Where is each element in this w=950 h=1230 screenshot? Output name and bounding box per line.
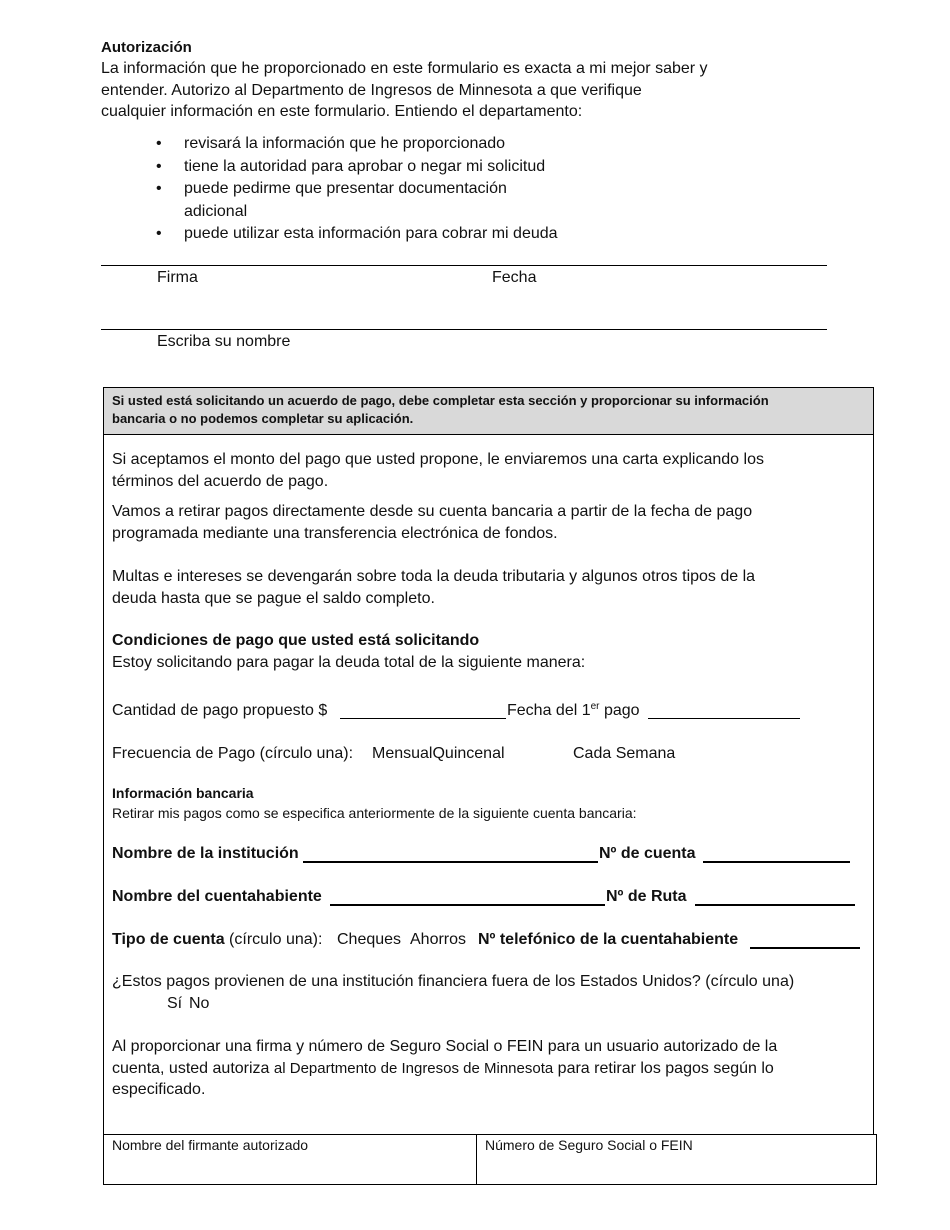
option-weekly[interactable]: Cada Semana [573,745,676,762]
signature-table [103,1134,877,1185]
text-line: Si aceptamos el monto del pago que usted propone, le enviaremos una carta explicando los [112,451,764,468]
name-line[interactable] [101,329,827,330]
fecha-label: Fecha [492,269,537,286]
auth-text-c: para retirar los pagos según lo [553,1059,774,1077]
first-payment-tail: pago [599,702,640,719]
header-line: bancaria o no podemos completar su aplicación. [112,411,414,426]
withdrawal-paragraph [112,501,752,544]
authorization-bullets [148,133,588,246]
account-number-label: Nº de cuenta [599,845,696,862]
option-savings[interactable]: Ahorros [410,931,467,948]
signature-line[interactable] [101,265,827,266]
ssn-cell[interactable] [477,1135,876,1184]
bank-info-title: Información bancaria [112,785,254,801]
authorization-line: entender. Autorizo al Departmento de Ingresos de Minnesota a que verifique [101,81,642,99]
text-line: Multas e intereses se devengarán sobre toda la deuda tributaria y algunos otros tipos de la [112,568,756,585]
phone-label: Nº telefónico de la cuentahabiente [478,931,739,948]
option-no[interactable]: No [189,995,210,1012]
text-line: Vamos a retirar pagos directamente desde su cuenta bancaria a partir de la fecha de pago [112,503,753,520]
signer-name-label: Nombre del firmante autorizado [112,1137,309,1153]
account-type-row [112,929,322,951]
account-holder-label: Nombre del cuentahabiente [112,888,322,905]
option-yes[interactable]: Sí [167,995,183,1012]
payment-box-header-text [112,392,852,428]
first-payment-text: Fecha del 1 [507,702,591,719]
bullet-item: • puede utilizar esta información para cobrar mi deuda [148,223,588,246]
terms-text: Estoy solicitando para pagar la deuda total de la siguiente manera: [112,654,586,671]
text-line: Al proporcionar una firma y número de Seguro Social o FEIN para un usuario autorizado de la [112,1038,778,1055]
phone-field[interactable] [750,947,860,949]
institution-label: Nombre de la institución [112,845,299,862]
authorization-line: cualquier información en este formulario. Entiendo el departamento: [101,103,583,120]
option-biweekly[interactable]: Quincenal [432,745,505,762]
bullet-item: • tiene la autoridad para aprobar o negar mi solicitud [148,156,588,179]
account-number-field[interactable] [703,861,850,863]
text-line: especificado. [112,1081,206,1098]
penalties-paragraph [112,566,755,609]
amount-field[interactable] [340,718,506,719]
auth-text-dept: al Departmento de Ingresos de Minnesota [273,1059,554,1077]
text-line [112,1058,777,1080]
text-line: términos del acuerdo de pago. [112,472,329,490]
account-holder-field[interactable] [330,904,605,906]
frequency-options [372,743,505,765]
acceptance-paragraph [112,449,764,492]
signer-name-cell[interactable] [104,1135,477,1184]
text-line: deuda hasta que se pague el saldo completo. [112,589,435,607]
authorization-title: Autorización [101,39,192,56]
firma-label: Firma [157,269,198,286]
account-type-hint: (círculo una): [224,931,323,948]
account-type-label: Tipo de cuenta [112,931,225,948]
ordinal-superscript: er [590,701,600,712]
header-line: Si usted está solicitando un acuerdo de pago, debe completar esta sección y proporcionar su información [112,393,769,408]
first-payment-label [507,700,640,724]
authorization-notice [112,1036,777,1101]
amount-label: Cantidad de pago propuesto $ [112,702,328,719]
bank-info-text: Retirar mis pagos como se especifica anteriormente de la siguiente cuenta bancaria: [112,805,637,821]
frequency-label: Frecuencia de Pago (círculo una): [112,745,354,762]
institution-field[interactable] [303,861,598,863]
option-monthly[interactable]: Mensual [372,745,433,762]
text-line: programada mediante una transferencia electrónica de fondos. [112,524,558,542]
routing-number-field[interactable] [695,904,855,906]
payment-box-header [104,388,873,435]
first-payment-date-field[interactable] [648,718,800,719]
authorization-line: La información que he proporcionado en este formulario es exacta a mi mejor saber y [101,60,708,77]
bullet-item: • revisará la información que he proporcionado [148,133,588,156]
auth-text-a: cuenta, usted autoriza [112,1059,274,1077]
terms-title: Condiciones de pago que usted está solicitando [112,632,480,649]
print-name-label: Escriba su nombre [157,333,291,350]
ssn-label: Número de Seguro Social o FEIN [485,1137,693,1153]
bullet-item: • puede pedirme que presentar documentación adicional [148,178,544,223]
option-checking[interactable]: Cheques [337,931,402,948]
foreign-question: ¿Estos pagos provienen de una institución financiera fuera de los Estados Unidos? (círculo una) [112,973,795,990]
authorization-paragraph [101,58,801,123]
routing-number-label: Nº de Ruta [606,888,687,905]
